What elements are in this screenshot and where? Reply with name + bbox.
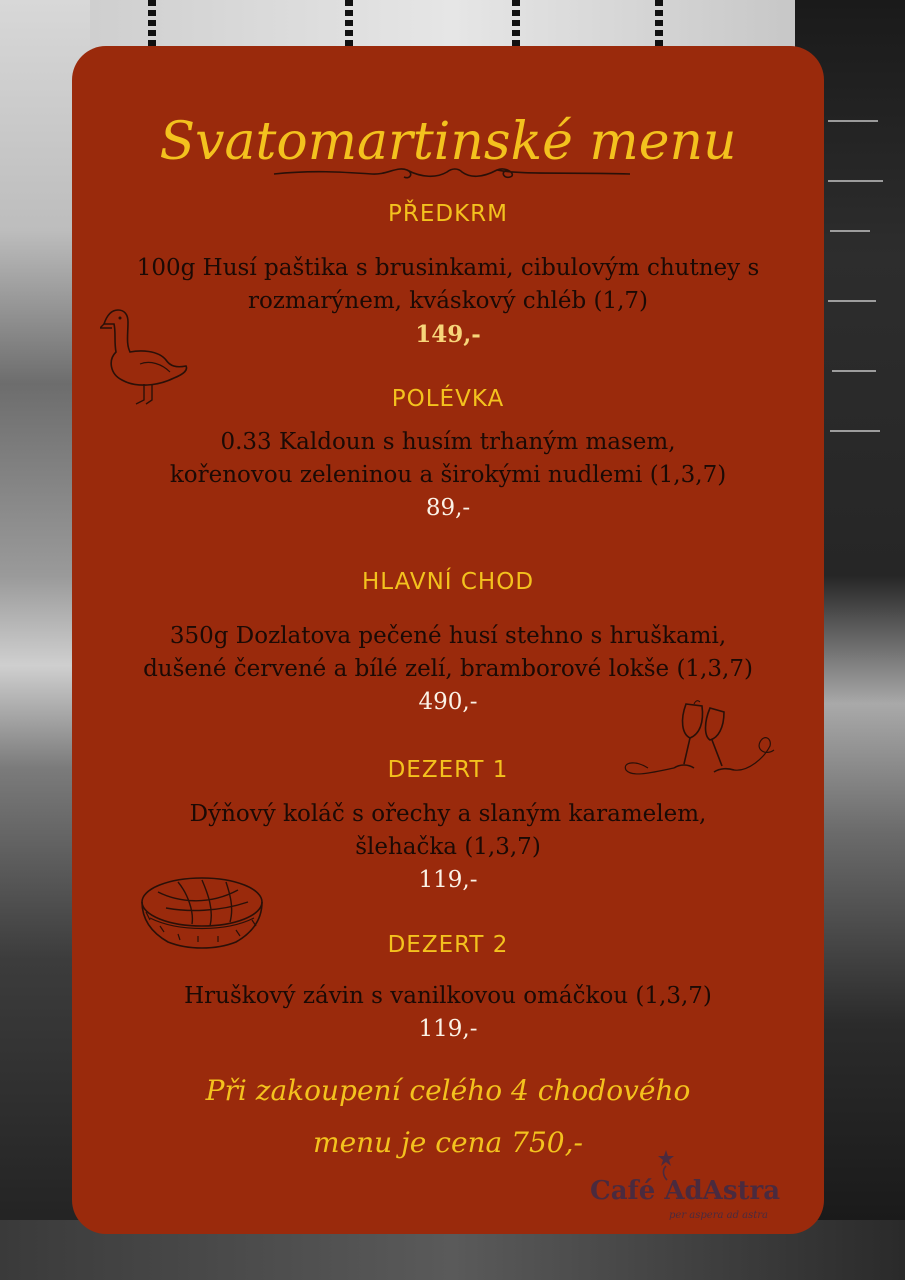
logo-name: Café AdAstra	[590, 1176, 781, 1206]
chalk-writing	[828, 180, 883, 182]
course-heading: DEZERT 2	[387, 932, 509, 958]
wine-glasses-illustration	[624, 698, 776, 782]
course-description-line: kořenovou zeleninou a širokými nudlemi (1,3,7)	[169, 462, 727, 488]
course-heading: PŘEDKRM	[387, 201, 508, 227]
cafe-logo	[587, 1138, 807, 1221]
hanging-chain	[655, 0, 663, 52]
course-price: 119,-	[418, 867, 478, 893]
promo-line: Při zakoupení celého 4 chodového	[205, 1074, 691, 1107]
promo-line: menu je cena 750,-	[313, 1126, 583, 1159]
course-heading: DEZERT 1	[387, 757, 509, 783]
course-description-line: dušené červené a bílé zelí, bramborové lokše (1,3,7)	[143, 656, 753, 682]
flourish-divider	[272, 158, 632, 188]
pie-illustration	[138, 872, 266, 952]
chalk-writing	[832, 370, 876, 372]
chalk-writing	[830, 430, 880, 432]
hanging-chain	[345, 0, 353, 52]
course-predkrm	[72, 199, 824, 229]
course-hlavni-chod	[72, 567, 824, 597]
duck-illustration	[100, 304, 190, 408]
hanging-chain	[148, 0, 156, 52]
chalk-writing	[830, 230, 870, 232]
course-description-line: šlehačka (1,3,7)	[355, 834, 541, 860]
course-description-line: 100g Husí paštika s brusinkami, cibulovým chutney s	[136, 255, 760, 281]
course-description-line: 350g Dozlatova pečené husí stehno s hruškami,	[169, 623, 727, 649]
course-heading: HLAVNÍ CHOD	[361, 569, 535, 595]
chalk-writing	[828, 120, 878, 122]
logo-tagline: per aspera ad astra	[669, 1210, 769, 1221]
course-price: 89,-	[425, 495, 471, 521]
course-description-line: Hruškový závin s vanilkovou omáčkou (1,3,7)	[184, 983, 712, 1009]
course-price: 149,-	[415, 321, 481, 348]
course-dezert-2-body	[72, 980, 824, 1046]
course-polevka-body	[72, 426, 824, 525]
course-description-line: rozmarýnem, kváskový chléb (1,7)	[247, 288, 649, 314]
chalk-writing	[828, 300, 876, 302]
course-description-line: Dýňový koláč s ořechy a slaným karamelem,	[189, 801, 707, 827]
menu-card	[72, 46, 824, 1234]
course-price: 119,-	[418, 1016, 478, 1042]
menu-title: Svatomartinské menu	[159, 112, 737, 172]
hanging-chain	[512, 0, 520, 52]
course-heading: POLÉVKA	[391, 386, 505, 412]
course-price: 490,-	[418, 689, 478, 715]
course-description-line: 0.33 Kaldoun s husím trhaným masem,	[220, 429, 676, 455]
